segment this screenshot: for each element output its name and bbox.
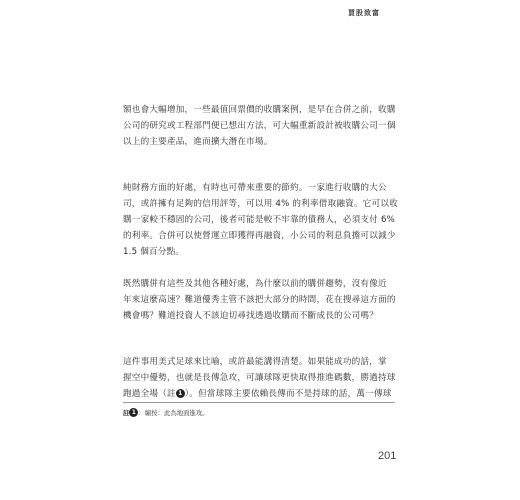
footnote-divider [123,402,395,403]
footnote-marker-icon: 1 [176,389,185,398]
note-ref-label: 註 [166,389,176,399]
paragraph-4-text: 這件事用美式足球來比喻，或許最能講得清楚。如果能成功的話，掌 握空中優勢，也就是長傳急攻，可讓球隊更快取得推進碼數，勝過持球 跑過全場（ [123,357,396,399]
footnote-number-icon: 1 [129,408,138,417]
footnote-label: 註 [123,409,130,417]
paragraph-4-tail: ）。但當球隊主要依賴長傳而不是持球的話，萬一傳球 [184,389,392,399]
paragraph-3: 既然購併有這些及其他各種好處，為什麼以前的購併趨勢，沒有像近 年來這麼高速？難道優秀主管不該把大部分的時間，花在搜尋這方面的 機會嗎？難道投資人不該迫切尋找透過收購而不斷成長的公司嗎？ [123,279,396,321]
paragraph-1: 額也會大幅增加，一些最值回票價的收購案例，是早在合併之前，收購 公司的研究或工程部門便已想出方法，可大幅重新設計被收購公司一個 以上的主要產品，進而擴大潛在市場。 [123,105,396,147]
paragraph-2: 純財務方面的好處，有時也可帶來重要的節約。一家進行收購的大公 司，或許擁有足夠的信用評等，可以用 4% 的利率借取融資。它可以收 購一家較不穩固的公司，後者可能是較不牢靠的債務人，必須支付 6% 的利率。合併可以使營運立即獲得再融資，小公司的利息負擔可以減少 1.5 個百分點。 [123,183,398,257]
running-header: 買股致富 [348,9,380,17]
page-number: 201 [378,450,397,462]
footnote [123,408,395,417]
paragraph-4 [123,354,396,402]
footnote-text: ：編按：此為地面進攻。 [138,409,209,417]
